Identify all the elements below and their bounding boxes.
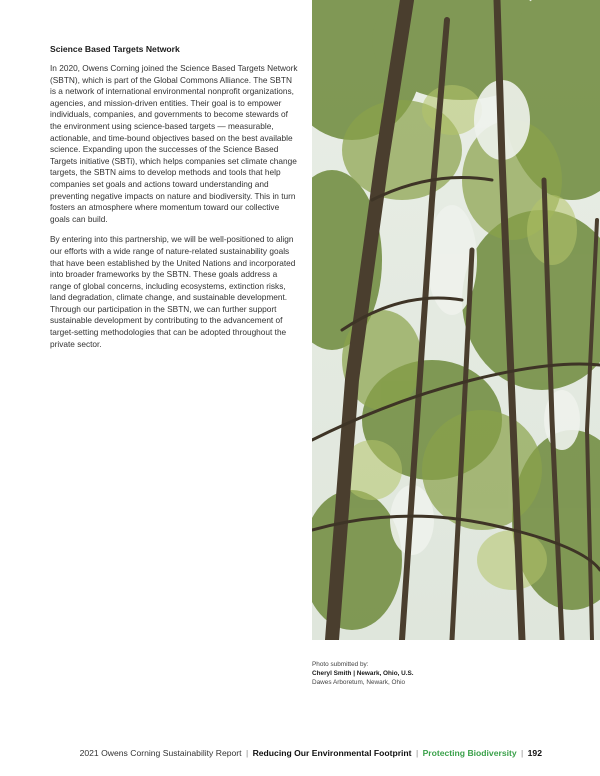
footer-separator: | — [245, 748, 249, 758]
caption-photographer: Cheryl Smith | Newark, Ohio, U.S. — [312, 670, 414, 677]
photo-caption — [312, 660, 512, 687]
paragraph-1: In 2020, Owens Corning joined the Science Based Targets Network (SBTN), which is part of the Global Commons Alliance. The SBTN is a network of international environmental nonprofit organizations, agencies, and mission-driven entities. Their goal is to empower individuals, companies, and governments to become stewards of the environment using science-based targets — measurable, actionable, and time-bound objectives based on the best available science. Expanding upon the successes of the Science Based Targets initiative (SBTi), which helps companies set climate change targets, the SBTN aims to develop methods and tools that help companies set goals and actions toward understanding and preventing negative impacts on nature and biodiversity. This in turn fosters an atmosphere where momentum toward our collective goals can build. — [50, 63, 298, 224]
page-footer — [80, 748, 542, 758]
footer-separator: | — [415, 748, 419, 758]
paragraph-2: By entering into this partnership, we will be well-positioned to align our efforts with a wide range of nature-related sustainability goals that have been established by the United Nations and incorporated into broader frameworks by the SBTN. These goals address a range of global concerns, including ecosystems, extinction risks, land degradation, climate change, and sustainable development. Through our participation in the SBTN, we can further support sustainable development by contributing to the advancement of target-setting methodologies that can be adopted throughout the private sector. — [50, 234, 296, 349]
footer-report-title: 2021 Owens Corning Sustainability Report — [79, 748, 242, 758]
footer-subsection-link[interactable]: Protecting Biodiversity — [422, 748, 517, 758]
page-number: 192 — [527, 748, 542, 758]
footer-section-link[interactable]: Reducing Our Environmental Footprint — [252, 748, 412, 758]
caption-label: Photo submitted by: — [312, 661, 369, 668]
footer-separator: | — [521, 748, 524, 758]
section-heading: Science Based Targets Network — [50, 44, 180, 54]
caption-location: Dawes Arboretum, Newark, Ohio — [312, 679, 406, 686]
forest-canopy-photo — [312, 0, 600, 640]
article-column — [50, 44, 300, 359]
